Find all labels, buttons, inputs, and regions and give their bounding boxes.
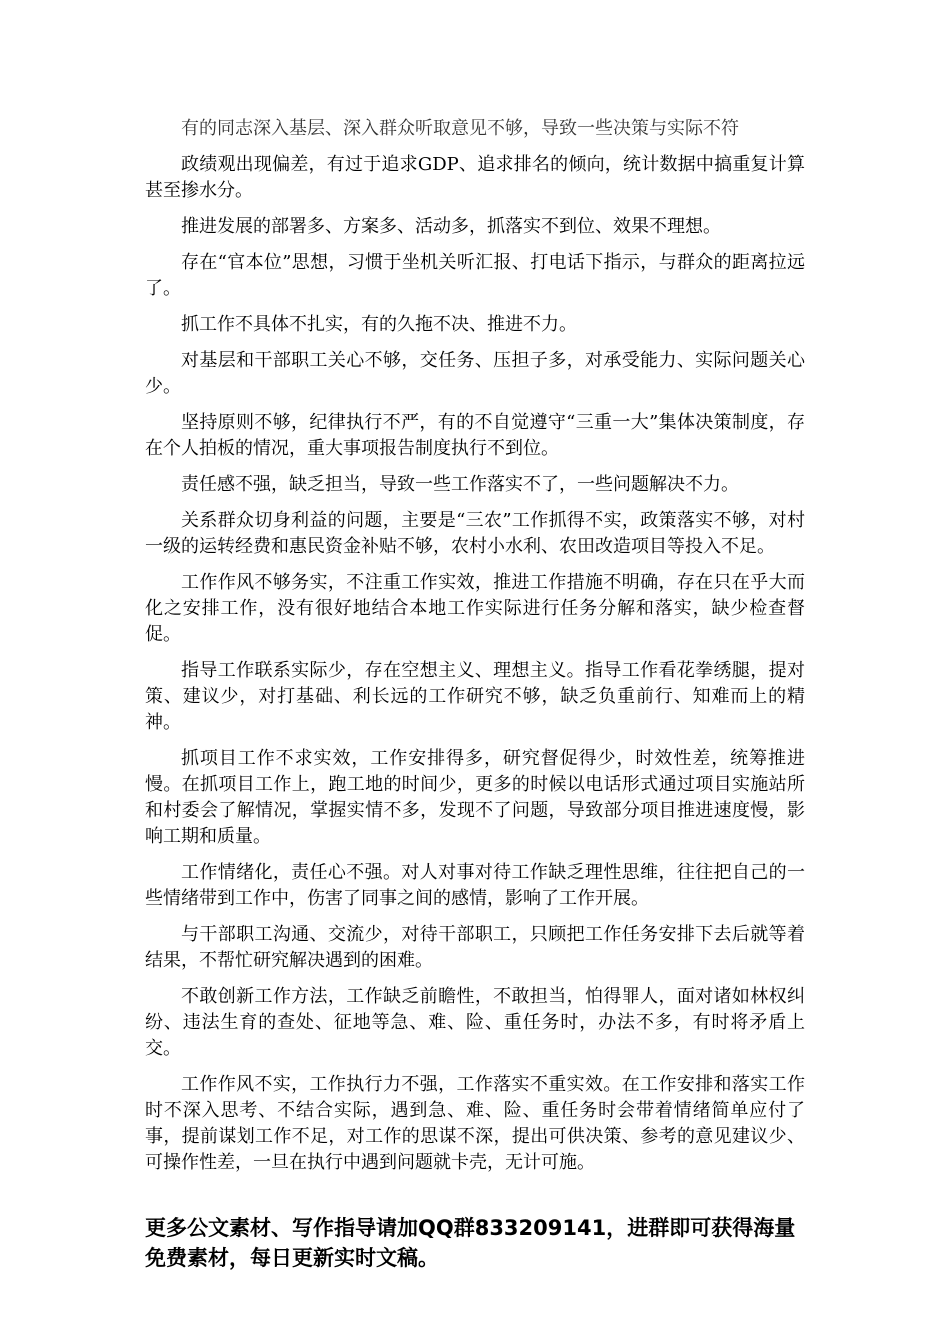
paragraph: 抓项目工作不求实效，工作安排得多，研究督促得少，时效性差，统筹推进慢。在抓项目工作上，跑工地的时间少，更多的时候以电话形式通过项目实施站所和村委会了解情况，掌握实情不多，发现不了问题，导致部分项目推进速度慢，影响工期和质量。 [145,748,805,847]
paragraph: 指导工作联系实际少，存在空想主义、理想主义。指导工作看花拳绣腿，提对策、建议少，对打基础、利长远的工作研究不够，缺乏负重前行、知难而上的精神。 [145,660,805,733]
paragraph: 政绩观出现偏差，有过于追求GDP、追求排名的倾向，统计数据中搞重复计算甚至掺水分。 [145,154,805,201]
footer-note: 更多公文素材、写作指导请加QQ群833209141，进群即可获得海量免费素材，每日更新实时文稿。 [145,1216,796,1270]
paragraph: 工作作风不够务实，不注重工作实效，推进工作措施不明确，存在只在乎大而化之安排工作，没有很好地结合本地工作实际进行任务分解和落实，缺少检查督促。 [145,572,805,645]
paragraph: 与干部职工沟通、交流少，对待干部职工，只顾把工作任务安排下去后就等着结果，不帮忙研究解决遇到的困难。 [145,924,805,971]
document-body [145,116,805,1186]
paragraph: 抓工作不具体不扎实，有的久拖不决、推进不力。 [181,314,577,335]
paragraph: 坚持原则不够，纪律执行不严，有的不自觉遵守“三重一大”集体决策制度，存在个人拍板的情况，重大事项报告制度执行不到位。 [145,412,805,459]
paragraph: 推进发展的部署多、方案多、活动多，抓落实不到位、效果不理想。 [181,216,721,237]
paragraph: 有的同志深入基层、深入群众听取意见不够，导致一些决策与实际不符 [181,118,739,139]
paragraph: 关系群众切身利益的问题，主要是“三农”工作抓得不实，政策落实不够，对村一级的运转经费和惠民资金补贴不够，农村小水利、农田改造项目等投入不足。 [145,510,805,557]
paragraph: 工作情绪化，责任心不强。对人对事对待工作缺乏理性思维，往往把自己的一些情绪带到工作中，伤害了同事之间的感情，影响了工作开展。 [145,862,805,909]
paragraph: 存在“官本位”思想，习惯于坐机关听汇报、打电话下指示，与群众的距离拉远了。 [145,252,805,299]
paragraph: 不敢创新工作方法，工作缺乏前瞻性，不敢担当，怕得罪人，面对诸如林权纠纷、违法生育的查处、征地等急、难、险、重任务时，办法不多，有时将矛盾上交。 [145,986,805,1059]
paragraph: 责任感不强，缺乏担当，导致一些工作落实不了，一些问题解决不力。 [181,474,739,495]
paragraph: 工作作风不实，工作执行力不强，工作落实不重实效。在工作安排和落实工作时不深入思考、不结合实际，遇到急、难、险、重任务时会带着情绪简单应付了事，提前谋划工作不足，对工作的思谋不深，提出可供决策、参考的意见建议少、可操作性差，一旦在执行中遇到问题就卡壳，无计可施。 [145,1074,805,1173]
paragraph: 对基层和干部职工关心不够，交任务、压担子多，对承受能力、实际问题关心少。 [145,350,805,397]
